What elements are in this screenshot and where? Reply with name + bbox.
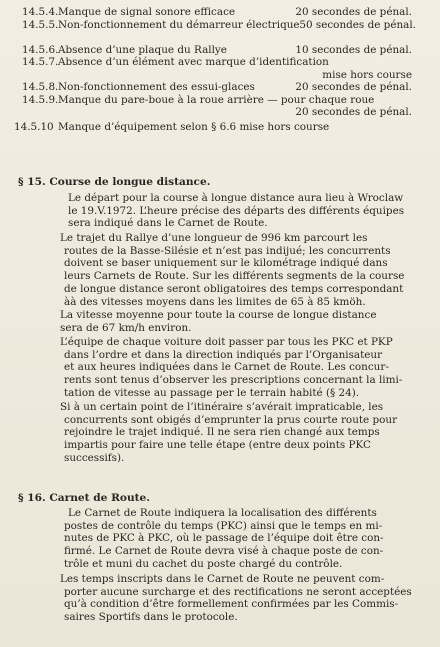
text-line: sera de 67 km/h environ. [60,321,192,334]
text-line: sera indiqué dans le Carnet de Route. [68,217,268,230]
text-line: saires Sportifs dans le protocole. [64,611,238,624]
text-line: firmé. Le Carnet de Route devra visé à chaque poste de con- [64,545,384,558]
rule-penalty: 20 secondes de pénal. [295,106,412,119]
rule-number: 14.5.8. [22,81,59,94]
paragraph [60,507,416,571]
rule-row [0,94,440,119]
text-line: de longue distance seront obligatoires des temps correspondant [64,282,404,295]
section-title: § 16. Carnet de Route. [18,492,150,504]
text-line: àà des vitesses moyens dans les limites de 65 à 85 kmöh. [64,295,366,308]
text-line: nutes de PKC à PKC, où le passage de l’équipe doit être con- [64,532,384,545]
text-line: tation de vitesse au passage per le terrain habité (§ 24). [64,386,360,399]
text-line: La vitesse moyenne pour toute la course de longue distance [60,309,377,321]
text-line: porter aucune surcharge et des rectifications ne seront acceptées [64,585,412,598]
rule-number: 14.5.6. [22,43,59,56]
rule-penalty: 20 secondes de pénal. [295,6,412,18]
paragraph [60,336,416,400]
penalty-rules-list [0,6,440,133]
text-line: L’équipe de chaque voiture doit passer par tous les PKC et PKP [60,336,393,348]
text-line: routes de la Basse-Silésie et n’est pas indijué; les concurrents [64,244,391,257]
rule-description: Non-fonctionnement du démarreur électrique [58,18,300,31]
paragraph [60,232,416,308]
rule-number: 14.5.9. [22,93,59,106]
rule-description: Manque de signal sonore efficace [58,6,236,18]
text-line: le 19.V.1972. L’heure précise des départs des différents équipes [68,204,405,217]
paragraph [60,309,416,334]
text-line: trôle et muni du cachet du poste chargé du contrôle. [64,557,343,570]
text-line: successifs). [64,451,125,464]
rule-number: 14.5.5. [22,18,59,31]
rule-description: Absence d’un élément avec marque d’identification [58,56,329,69]
section-title: § 15. Course de longue distance. [18,176,211,188]
text-line: leurs Carnets de Route. Sur les différents segments de la course [64,270,405,283]
rule-row [0,121,440,134]
rule-penalty: 10 secondes de pénal. [295,43,412,56]
text-line: concurrents sont obigés d’emprunter la prus courte route pour [64,413,398,426]
rule-description: Manque d’équipement selon § 6.6 mise hors course [58,120,330,133]
paragraph [60,192,416,230]
text-line: doivent se baser uniquement sur le kilométrage indiqué dans [64,257,388,270]
rule-description: Absence d’une plaque du Rallye [58,43,227,56]
rule-row [0,81,440,94]
text-line: et aux heures indiquées dans le Carnet de Route. Les concur- [64,361,389,374]
paragraph [60,401,416,465]
rule-penalty-text: 50 secondes de pénal. [299,18,416,31]
text-line: impartis pour faire une telle étape (entre deux points PKC [64,439,371,452]
rule-number: 14.5.7. [22,56,59,69]
rule-description: Non-fonctionnement des essui-glaces [58,81,255,94]
text-line: Le départ pour la course à longue distance aura lieu à Wroclaw [68,192,404,204]
rule-number: 14.5.4. [22,6,59,18]
text-line: Le trajet du Rallye d’une longueur de 996 km parcourt les [60,232,368,244]
paragraph [60,573,416,624]
rule-number: 14.5.10 [14,120,54,133]
rule-description: Manque du pare-boue à la roue arrière — pour chaque roue [58,93,375,106]
rule-row [0,6,440,19]
rule-penalty: 20 secondes de pénal. [295,81,412,94]
rule-row [0,56,440,81]
text-line: Si à un certain point de l’itinéraire s’avérait impraticable, les [60,401,384,413]
rule-penalty [298,19,416,32]
text-line: dans l’ordre et dans la direction indiqués par l’Organisateur [64,348,383,361]
text-line: rents sont tenus d’observer les prescriptions concernant la limi- [64,374,403,387]
rule-penalty: mise hors course [322,68,412,81]
text-line: qu’à condition d’être formellement confirmées par les Commis- [64,598,399,611]
text-line: postes de contrôle du temps (PKC) ainsi que le temps en mi- [64,519,383,532]
text-line: rejoindre le trajet indiqué. Il ne sera rien changé aux temps [64,426,380,439]
rule-row [0,44,440,57]
text-line: Le Carnet de Route indiquera la localisation des différents [68,507,377,519]
rule-row [0,19,440,42]
text-line: Les temps inscripts dans le Carnet de Route ne peuvent com- [60,573,385,585]
